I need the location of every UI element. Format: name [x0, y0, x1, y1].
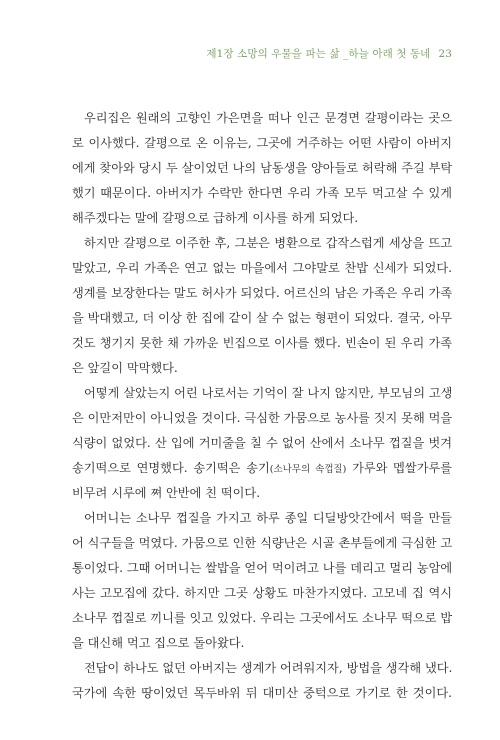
text-fragment: 송기떡으로 연명했다. 송기떡은 송기	[72, 461, 270, 475]
text-line: 어떻게 살았는지 어린 나로서는 기억이 잘 나지 않지만, 부모님의 고생	[84, 386, 453, 400]
text-line: 비무려 시루에 쪄 안반에 친 떡이다.	[72, 486, 261, 500]
text-line: 통이었다. 그때 어머니는 쌀밥을 얻어 먹이려고 나를 데리고 멀리 농암에	[72, 561, 453, 575]
text-fragment: 가루와 멥쌀가루를	[346, 461, 453, 475]
text-line: 전답이 하나도 없던 아버지는 생계가 어려워지자, 방법을 생각해 냈다.	[84, 661, 453, 675]
page-number: 23	[438, 48, 452, 60]
chapter-title: 제1장 소망의 우물을 파는 삶 _하늘 아래 첫 동네	[206, 48, 431, 60]
text-line: 우리집은 원래의 고향인 가은면을 떠나 인근 문경면 갈평이라는 곳으	[84, 111, 452, 125]
text-line: 사는 고모집에 갔다. 하지만 그곳 상황도 마찬가지였다. 고모네 집 역시	[72, 586, 452, 600]
body-text	[72, 106, 452, 706]
text-line: 소나무 껍질로 끼니를 잇고 있었다. 우리는 그곳에서도 소나무 떡으로 밥	[72, 611, 453, 625]
text-line: 은 이만저만이 아니었을 것이다. 극심한 가뭄으로 농사를 짓지 못해 먹을	[72, 411, 453, 425]
text-line: 해주겠다는 말에 갈평으로 급하게 이사를 하게 되었다.	[72, 211, 359, 225]
text-line: 생계를 보장한다는 말도 허사가 되었다. 어르신의 남은 가족은 우리 가족	[72, 286, 453, 300]
text-line: 했기 때문이다. 아버지가 수락만 한다면 우리 가족 모두 먹고살 수 있게	[72, 186, 452, 200]
text-line: 어머니는 소나무 껍질을 가지고 하루 종일 디딜방앗간에서 떡을 만들	[84, 511, 452, 525]
paragraph-1	[72, 106, 452, 231]
running-header	[206, 46, 452, 61]
text-line: 로 이사했다. 갈평으로 온 이유는, 그곳에 거주하는 어떤 사람이 아버지	[72, 136, 452, 150]
text-line: 을 박대했고, 더 이상 한 집에 같이 살 수 없는 형편이 되었다. 결국, 아무	[72, 311, 452, 325]
text-line: 에게 찾아와 당시 두 살이었던 나의 남동생을 양아들로 허락해 주길 부탁	[72, 161, 453, 175]
text-line-with-note	[72, 456, 452, 481]
text-line: 말았고, 우리 가족은 연고 없는 마을에서 그야말로 찬밥 신세가 되었다.	[72, 261, 452, 275]
text-line: 식량이 없었다. 산 입에 거미줄을 칠 수 없어 산에서 소나무 껍질을 벗겨	[72, 436, 452, 450]
paragraph-2	[72, 231, 452, 381]
inline-note: (소나무의 속껍질)	[269, 464, 347, 475]
text-line: 을 대신해 먹고 집으로 돌아왔다.	[72, 636, 245, 650]
text-line: 하지만 갈평으로 이주한 후, 그분은 병환으로 갑작스럽게 세상을 뜨고	[84, 236, 452, 250]
text-line: 것도 챙기지 못한 채 가까운 빈집으로 이사를 했다. 빈손이 된 우리 가족	[72, 336, 452, 350]
text-line: 은 앞길이 막막했다.	[72, 361, 178, 375]
text-line: 어 식구들을 먹였다. 가뭄으로 인한 식량난은 시골 촌부들에게 극심한 고	[72, 536, 453, 550]
paragraph-4	[72, 506, 452, 656]
paragraph-5	[72, 656, 452, 706]
text-line: 국가에 속한 땅이었던 목두바위 뒤 대미산 중턱으로 가기로 한 것이다.	[72, 686, 452, 700]
paragraph-3	[72, 381, 452, 506]
